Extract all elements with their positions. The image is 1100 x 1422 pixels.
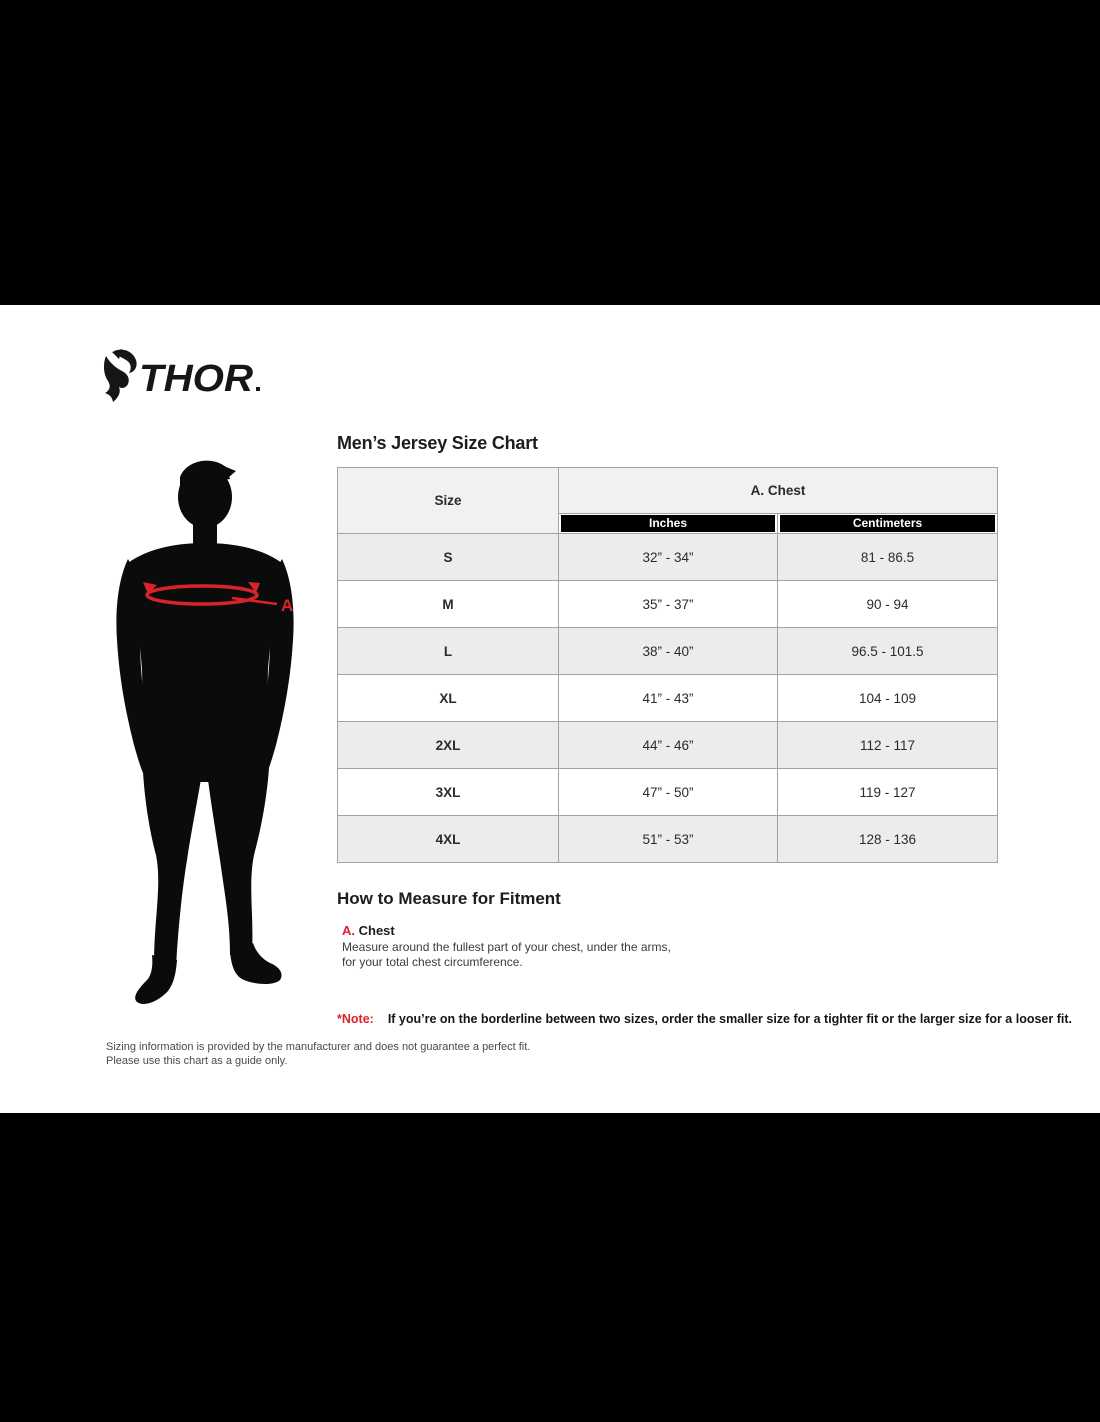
disclaimer-line-2: Please use this chart as a guide only. (106, 1055, 288, 1067)
inches-cell: 47” - 50” (559, 769, 778, 816)
centimeters-cell: 128 - 136 (778, 816, 998, 863)
thor-logo (102, 349, 264, 405)
note-text: If you’re on the borderline between two sizes, order the smaller size for a tighter fit or the larger size for a looser fit. (387, 1012, 1072, 1026)
male-silhouette-figure (110, 455, 315, 1011)
measure-item-description: Measure around the fullest part of your chest, under the arms, for your total chest circumference. (342, 940, 671, 969)
size-cell: 4XL (338, 816, 559, 863)
measurement-label-a: A (281, 596, 294, 615)
top-black-bar (0, 0, 1100, 305)
sizing-note (337, 1012, 1072, 1026)
inches-cell: 38” - 40” (559, 628, 778, 675)
size-cell: S (338, 534, 559, 581)
measure-item-chest (342, 923, 687, 970)
size-cell: XL (338, 675, 559, 722)
disclaimer (106, 1040, 530, 1068)
table-row (338, 581, 998, 628)
centimeters-cell: 90 - 94 (778, 581, 998, 628)
table-row (338, 769, 998, 816)
size-cell: L (338, 628, 559, 675)
centimeters-cell: 104 - 109 (778, 675, 998, 722)
table-row (338, 675, 998, 722)
how-to-measure-heading: How to Measure for Fitment (337, 889, 561, 908)
centimeters-cell: 112 - 117 (778, 722, 998, 769)
column-header-size: Size (338, 468, 559, 534)
centimeters-cell: 119 - 127 (778, 769, 998, 816)
column-header-centimeters: Centimeters (778, 514, 998, 534)
inches-cell: 35” - 37” (559, 581, 778, 628)
inches-cell: 41” - 43” (559, 675, 778, 722)
centimeters-cell: 81 - 86.5 (778, 534, 998, 581)
column-header-inches: Inches (559, 514, 778, 534)
table-row (338, 722, 998, 769)
bottom-black-bar (0, 1113, 1100, 1422)
measure-item-name: Chest (358, 923, 395, 938)
note-prefix: *Note: (337, 1012, 374, 1026)
measure-item-letter: A. (342, 923, 355, 938)
thor-logo-text: THOR (139, 358, 254, 400)
size-cell: 2XL (338, 722, 559, 769)
size-chart-title: Men’s Jersey Size Chart (337, 433, 538, 453)
measure-item-title (342, 923, 687, 938)
table-row (338, 816, 998, 863)
size-chart-table (337, 467, 998, 863)
centimeters-cell: 96.5 - 101.5 (778, 628, 998, 675)
inches-cell: 44” - 46” (559, 722, 778, 769)
disclaimer-line-1: Sizing information is provided by the manufacturer and does not guarantee a perfect fit. (106, 1041, 531, 1053)
inches-cell: 32” - 34” (559, 534, 778, 581)
table-row (338, 534, 998, 581)
size-cell: M (338, 581, 559, 628)
inches-cell: 51” - 53” (559, 816, 778, 863)
male-silhouette (116, 461, 293, 1004)
thor-goat-head-icon (104, 349, 137, 402)
logo-trademark-dot (256, 387, 260, 391)
table-row (338, 628, 998, 675)
column-header-chest: A. Chest (559, 468, 998, 514)
size-cell: 3XL (338, 769, 559, 816)
